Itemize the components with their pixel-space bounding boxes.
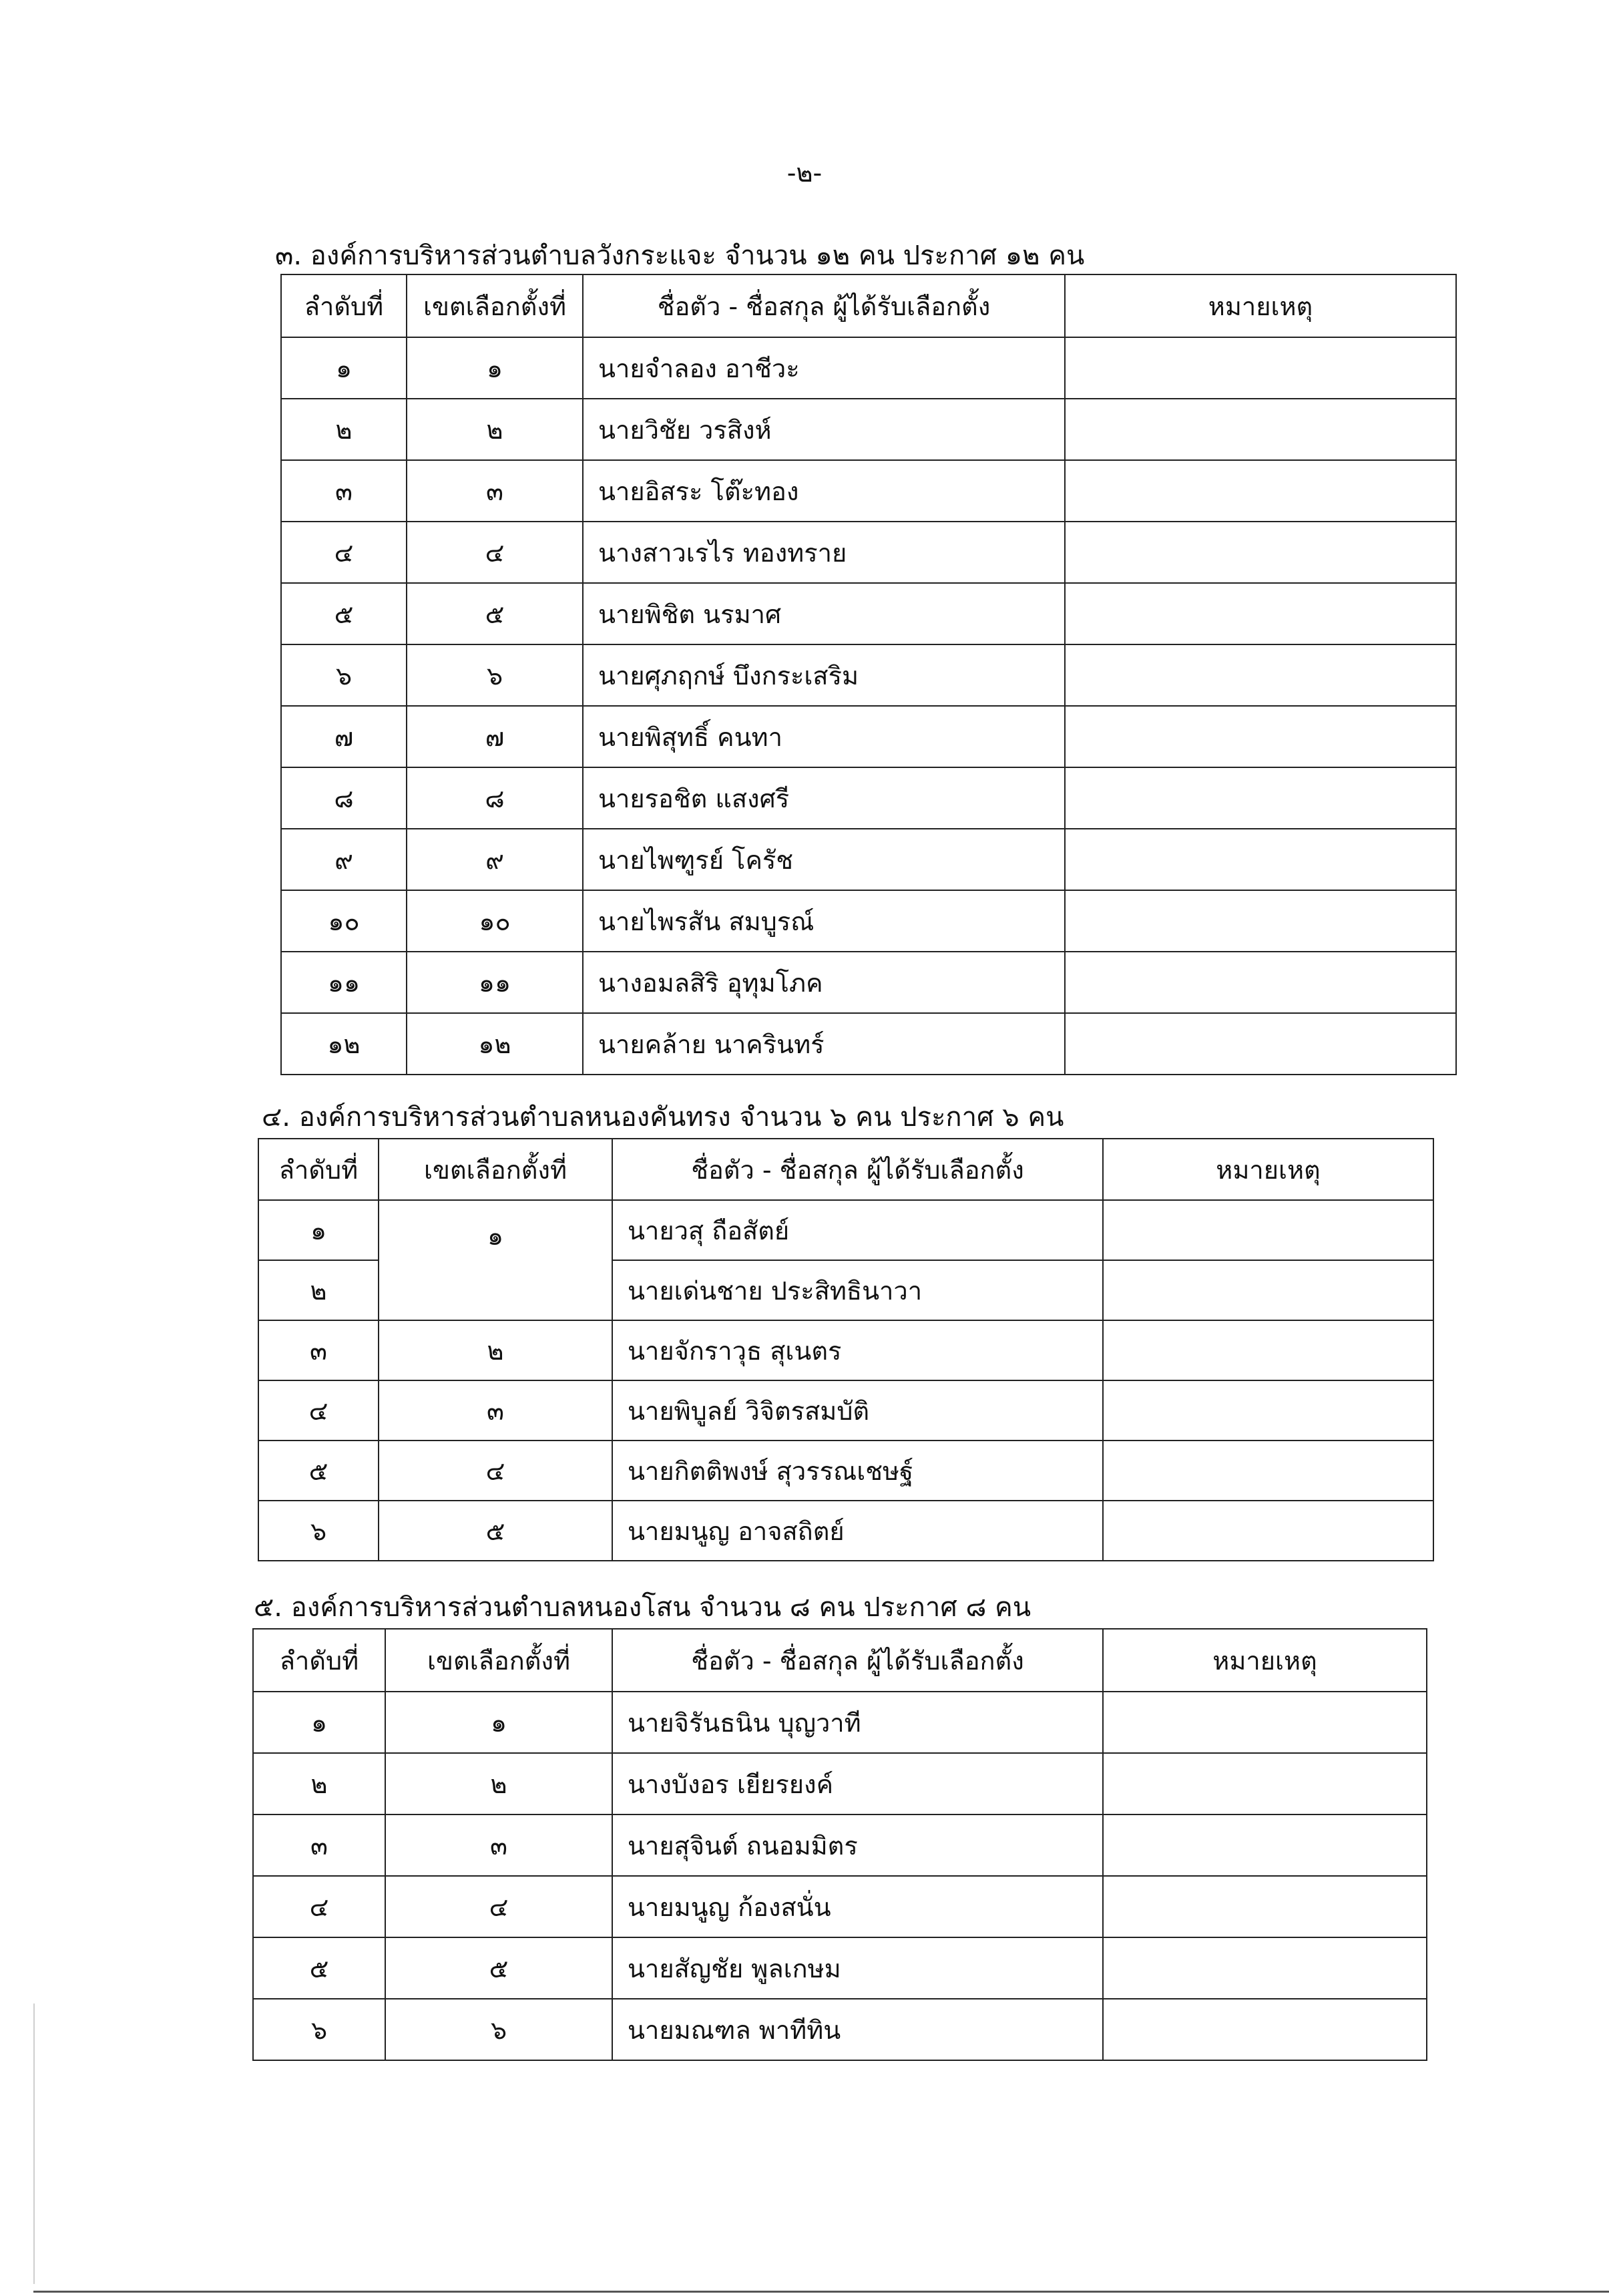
name-cell: นายอิสระ โต๊ะทอง [583, 460, 1065, 522]
table-row [281, 890, 1456, 952]
order-cell: ๔ [253, 1876, 385, 1937]
district-cell: ๑ [407, 337, 583, 399]
name-cell: นายมนูญ ก้องสนั่น [612, 1876, 1103, 1937]
header-name: ชื่อตัว - ชื่อสกุล ผู้ได้รับเลือกตั้ง [583, 274, 1065, 337]
table-row [253, 1876, 1427, 1937]
table-row [258, 1200, 1433, 1260]
district-cell: ๕ [379, 1501, 612, 1561]
remark-cell [1103, 1441, 1433, 1501]
remark-cell [1103, 1876, 1427, 1937]
order-cell: ๖ [258, 1501, 379, 1561]
name-cell: นายคล้าย นาครินทร์ [583, 1013, 1065, 1075]
header-name: ชื่อตัว - ชื่อสกุล ผู้ได้รับเลือกตั้ง [612, 1139, 1103, 1200]
name-cell: นายกิตติพงษ์ สุวรรณเชษฐ์ [612, 1441, 1103, 1501]
table-row [281, 952, 1456, 1013]
order-cell: ๑๑ [281, 952, 407, 1013]
name-cell: นายพิชิต นรมาศ [583, 583, 1065, 644]
table-row [258, 1441, 1433, 1501]
table-row [281, 767, 1456, 829]
district-cell: ๓ [385, 1814, 612, 1876]
district-cell: ๘ [407, 767, 583, 829]
header-remark: หมายเหตุ [1103, 1629, 1427, 1692]
name-cell: นายวสุ ถือสัตย์ [612, 1200, 1103, 1260]
table-row [253, 1753, 1427, 1814]
remark-cell [1065, 890, 1456, 952]
header-remark: หมายเหตุ [1103, 1139, 1433, 1200]
name-cell: นายมณฑล พาทีทิน [612, 1999, 1103, 2060]
name-cell: นายเด่นชาย ประสิทธินาวา [612, 1260, 1103, 1320]
header-order: ลำดับที่ [258, 1139, 379, 1200]
remark-cell [1103, 1501, 1433, 1561]
remark-cell [1065, 706, 1456, 767]
district-cell: ๑๒ [407, 1013, 583, 1075]
district-cell: ๑๑ [407, 952, 583, 1013]
order-cell: ๔ [281, 522, 407, 583]
name-cell: นายพิบูลย์ วิจิตรสมบัติ [612, 1380, 1103, 1441]
order-cell: ๓ [281, 460, 407, 522]
name-cell: นายวิชัย วรสิงห์ [583, 399, 1065, 460]
name-cell: นายจักราวุธ สุเนตร [612, 1320, 1103, 1380]
name-cell: นางอมลสิริ อุทุมโภค [583, 952, 1065, 1013]
name-cell: นายรอชิต แสงศรี [583, 767, 1065, 829]
name-cell: นายสัญชัย พูลเกษม [612, 1937, 1103, 1999]
remark-cell [1065, 583, 1456, 644]
order-cell: ๙ [281, 829, 407, 890]
order-cell: ๕ [253, 1937, 385, 1999]
results-table [258, 1138, 1434, 1561]
remark-cell [1065, 1013, 1456, 1075]
district-cell: ๓ [407, 460, 583, 522]
name-cell: นายจิรันธนิน บุญวาที [612, 1692, 1103, 1753]
order-cell: ๑๒ [281, 1013, 407, 1075]
name-cell: นายไพรสัน สมบูรณ์ [583, 890, 1065, 952]
remark-cell [1065, 829, 1456, 890]
district-cell: ๙ [407, 829, 583, 890]
district-cell: ๑ [385, 1692, 612, 1753]
remark-cell [1103, 1260, 1433, 1320]
header-order: ลำดับที่ [281, 274, 407, 337]
remark-cell [1103, 1692, 1427, 1753]
name-cell: นายพิสุทธิ์ คนทา [583, 706, 1065, 767]
header-district: เขตเลือกตั้งที่ [379, 1139, 612, 1200]
remark-cell [1103, 1200, 1433, 1260]
district-cell: ๔ [379, 1441, 612, 1501]
table-row [281, 829, 1456, 890]
section-title: ๔. องค์การบริหารส่วนตำบลหนองคันทรง จำนวน ๖ คน ประกาศ ๖ คน [262, 1102, 1064, 1133]
remark-cell [1065, 522, 1456, 583]
order-cell: ๗ [281, 706, 407, 767]
name-cell: นางสาวเรไร ทองทราย [583, 522, 1065, 583]
order-cell: ๒ [258, 1260, 379, 1320]
table-header-row [258, 1139, 1433, 1200]
table-row [258, 1320, 1433, 1380]
name-cell: นางบังอร เยียรยงค์ [612, 1753, 1103, 1814]
district-cell: ๑๐ [407, 890, 583, 952]
order-cell: ๑ [253, 1692, 385, 1753]
order-cell: ๑๐ [281, 890, 407, 952]
remark-cell [1103, 1937, 1427, 1999]
table-row [258, 1501, 1433, 1561]
table-header-row [253, 1629, 1427, 1692]
scan-bottom-edge [33, 2291, 1609, 2293]
name-cell: นายสุจินต์ ถนอมมิตร [612, 1814, 1103, 1876]
district-cell: ๗ [407, 706, 583, 767]
table-row [253, 1937, 1427, 1999]
table-row [281, 583, 1456, 644]
table-row [281, 522, 1456, 583]
header-order: ลำดับที่ [253, 1629, 385, 1692]
section-title: ๓. องค์การบริหารส่วนตำบลวังกระแจะ จำนวน ๑๒ คน ประกาศ ๑๒ คน [275, 240, 1085, 271]
remark-cell [1103, 1999, 1427, 2060]
district-cell: ๒ [385, 1753, 612, 1814]
order-cell: ๕ [258, 1441, 379, 1501]
order-cell: ๖ [281, 644, 407, 706]
remark-cell [1103, 1320, 1433, 1380]
header-name: ชื่อตัว - ชื่อสกุล ผู้ได้รับเลือกตั้ง [612, 1629, 1103, 1692]
name-cell: นายจำลอง อาชีวะ [583, 337, 1065, 399]
table-row [281, 1013, 1456, 1075]
district-cell: ๒ [407, 399, 583, 460]
district-cell: ๔ [407, 522, 583, 583]
district-cell: ๑ [379, 1200, 612, 1320]
district-cell: ๒ [379, 1320, 612, 1380]
table-header-row [281, 274, 1456, 337]
district-cell: ๖ [385, 1999, 612, 2060]
order-cell: ๔ [258, 1380, 379, 1441]
scan-left-edge [33, 2003, 35, 2284]
remark-cell [1065, 337, 1456, 399]
order-cell: ๒ [281, 399, 407, 460]
table-row [258, 1380, 1433, 1441]
remark-cell [1103, 1753, 1427, 1814]
order-cell: ๖ [253, 1999, 385, 2060]
remark-cell [1065, 644, 1456, 706]
table-row [253, 1692, 1427, 1753]
table-row [281, 399, 1456, 460]
header-district: เขตเลือกตั้งที่ [385, 1629, 612, 1692]
name-cell: นายมนูญ อาจสถิตย์ [612, 1501, 1103, 1561]
results-table [280, 274, 1457, 1075]
table-row [281, 644, 1456, 706]
page-number: -๒- [786, 158, 823, 188]
district-cell: ๕ [385, 1937, 612, 1999]
district-cell: ๓ [379, 1380, 612, 1441]
remark-cell [1103, 1814, 1427, 1876]
table-row [253, 1814, 1427, 1876]
header-remark: หมายเหตุ [1065, 274, 1456, 337]
table-row [281, 337, 1456, 399]
order-cell: ๓ [258, 1320, 379, 1380]
table-row [281, 706, 1456, 767]
order-cell: ๘ [281, 767, 407, 829]
order-cell: ๑ [281, 337, 407, 399]
section-title: ๕. องค์การบริหารส่วนตำบลหนองโสน จำนวน ๘ คน ประกาศ ๘ คน [254, 1592, 1031, 1623]
remark-cell [1065, 767, 1456, 829]
district-cell: ๖ [407, 644, 583, 706]
remark-cell [1065, 952, 1456, 1013]
order-cell: ๓ [253, 1814, 385, 1876]
remark-cell [1103, 1380, 1433, 1441]
district-cell: ๕ [407, 583, 583, 644]
header-district: เขตเลือกตั้งที่ [407, 274, 583, 337]
results-table [252, 1628, 1427, 2061]
order-cell: ๑ [258, 1200, 379, 1260]
order-cell: ๕ [281, 583, 407, 644]
name-cell: นายไพฑูรย์ โครัช [583, 829, 1065, 890]
district-cell: ๔ [385, 1876, 612, 1937]
table-row [281, 460, 1456, 522]
remark-cell [1065, 399, 1456, 460]
remark-cell [1065, 460, 1456, 522]
name-cell: นายศุภฤกษ์ บึงกระเสริม [583, 644, 1065, 706]
order-cell: ๒ [253, 1753, 385, 1814]
table-row [253, 1999, 1427, 2060]
